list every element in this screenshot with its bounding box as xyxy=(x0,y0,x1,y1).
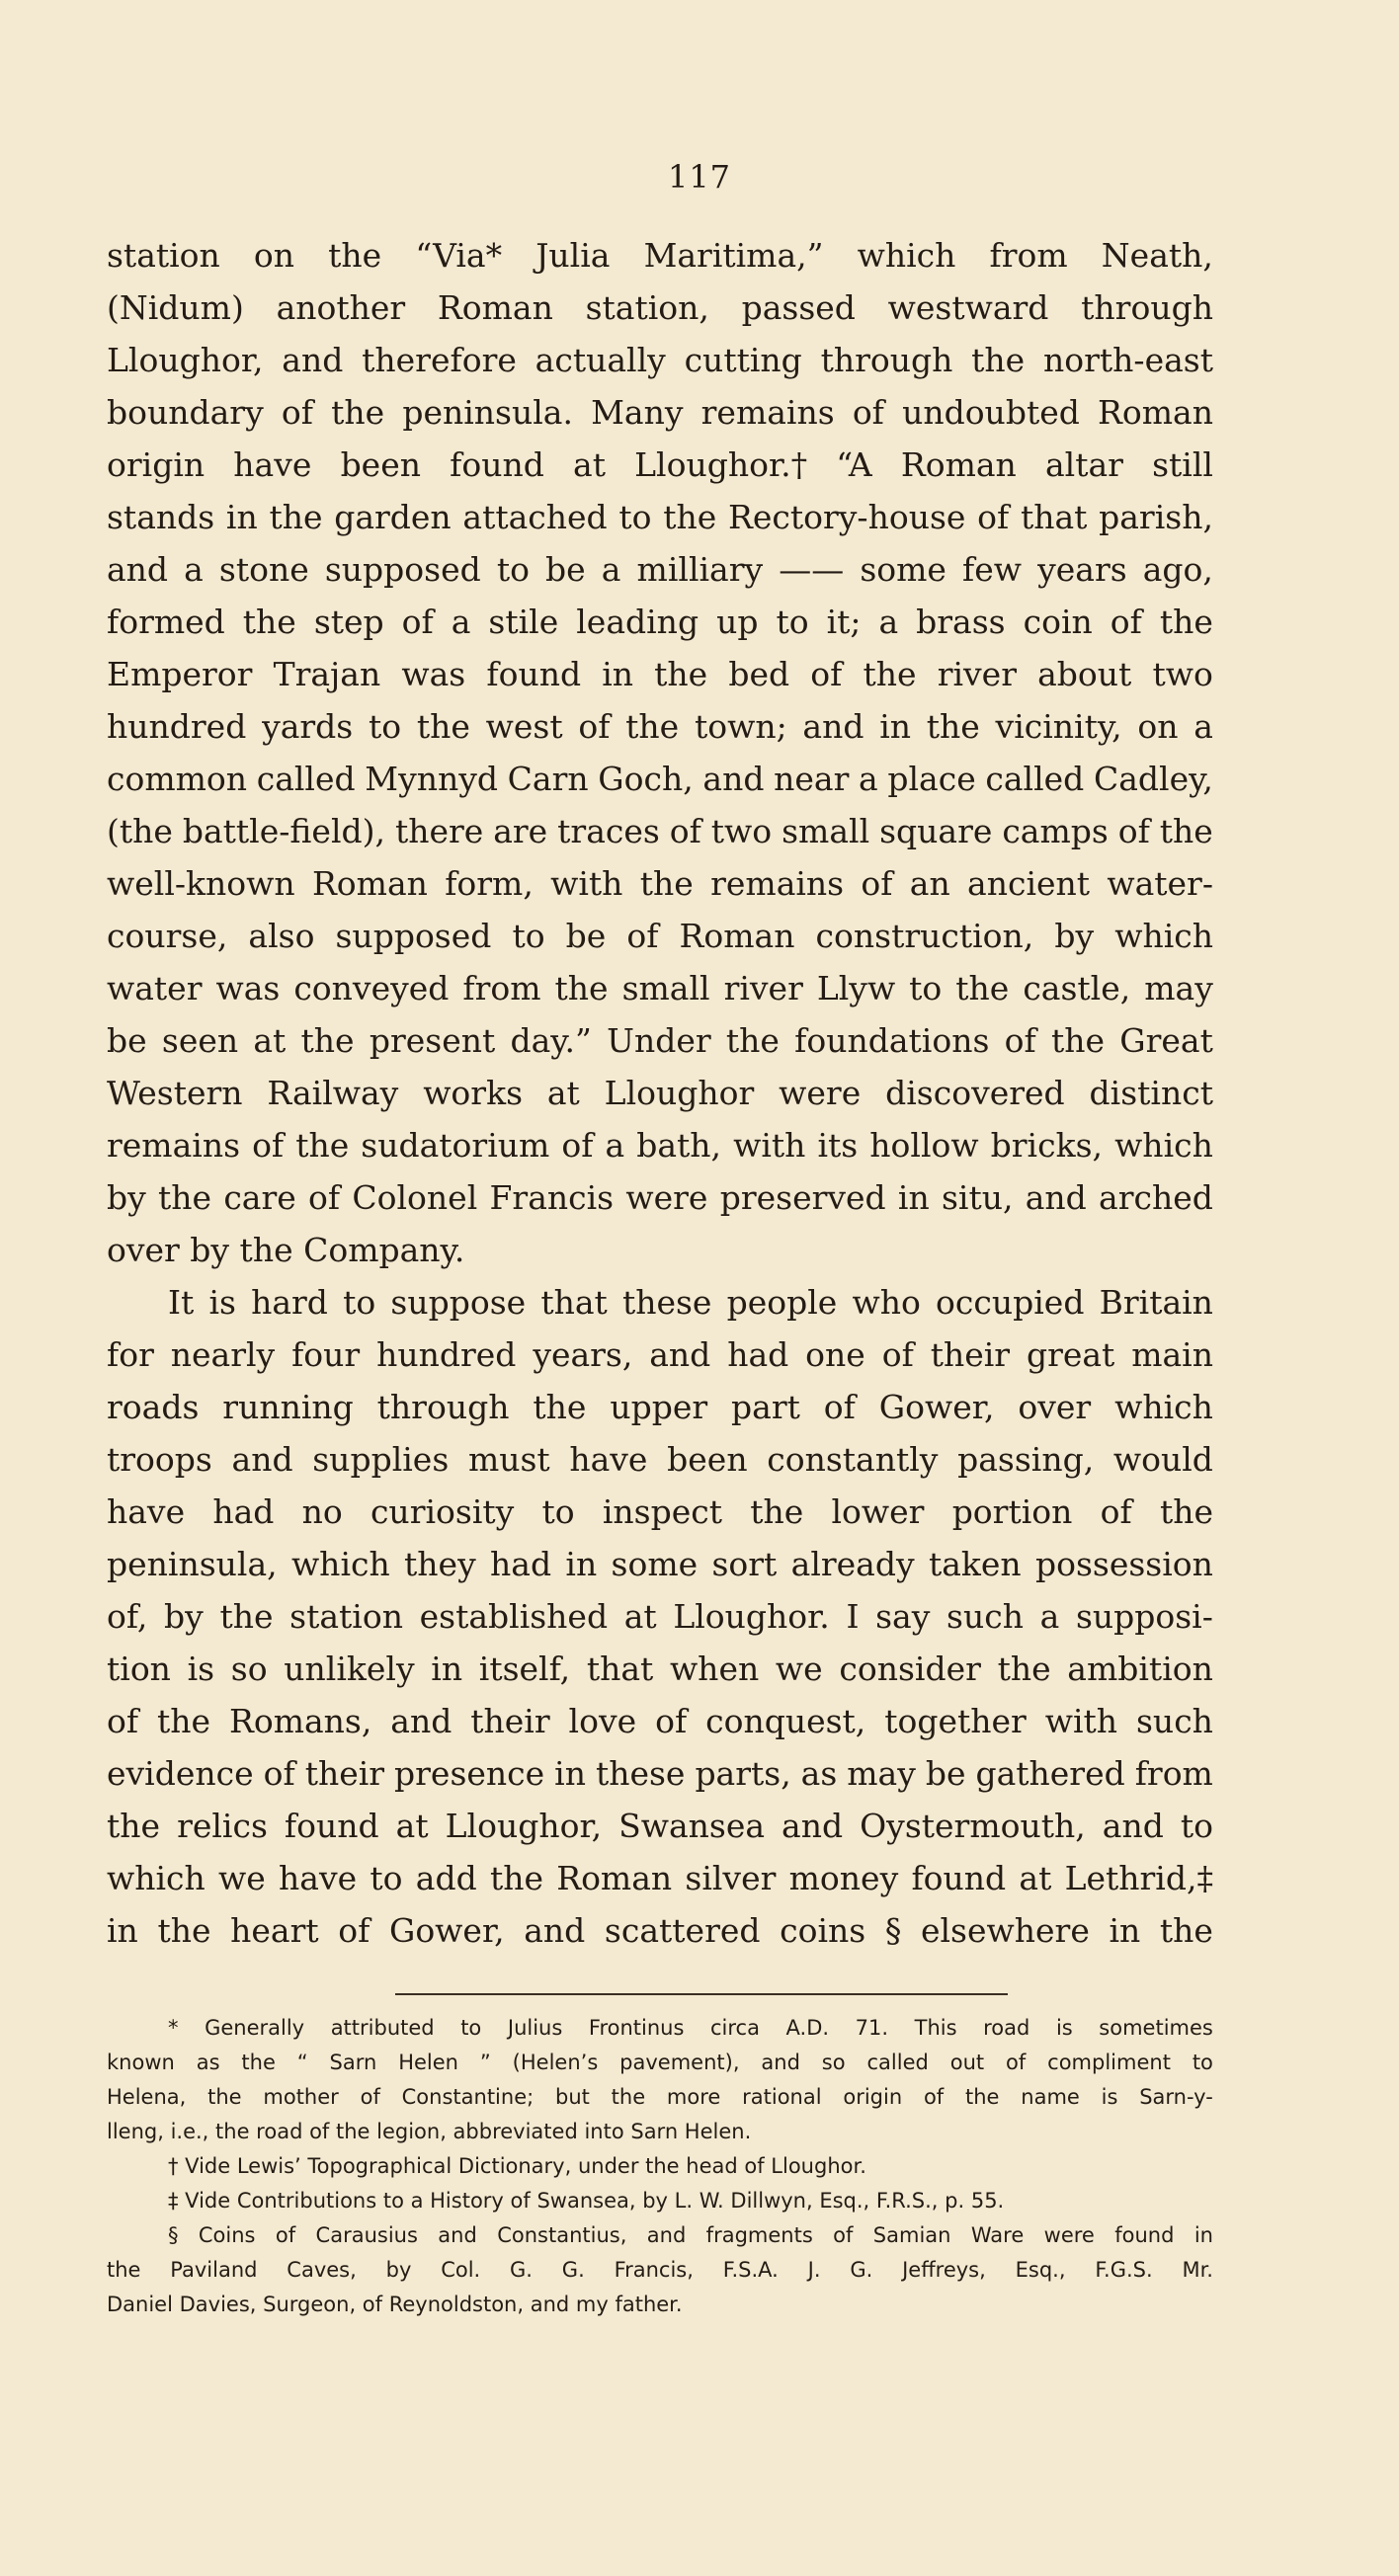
footnote-line: ‡ Vide Contributions to a History of Swansea, by L. W. Dillwyn, Esq., F.R.S., p. 55. xyxy=(168,2189,1005,2213)
text-line: remains of the sudatorium of a bath, with its hollow bricks, which xyxy=(107,1126,1213,1165)
text-line: station on the “Via* Julia Maritima,” which from Neath, xyxy=(107,236,1213,275)
text-line: for nearly four hundred years, and had one of their great main xyxy=(107,1335,1213,1374)
footnote-line: * Generally attributed to Julius Frontinus circa A.D. 71. This road is sometimes xyxy=(168,2016,1213,2040)
footnote-line: known as the “ Sarn Helen ” (Helen’s pavement), and so called out of compliment to xyxy=(107,2051,1213,2074)
text-line: by the care of Colonel Francis were preserved in situ, and arched xyxy=(107,1178,1213,1217)
text-line: Emperor Trajan was found in the bed of the river about two xyxy=(107,655,1213,693)
text-line: boundary of the peninsula. Many remains of undoubted Roman xyxy=(107,393,1213,432)
text-line: water was conveyed from the small river Llyw to the castle, may xyxy=(107,969,1213,1007)
text-line: origin have been found at Lloughor.† “A Roman altar still xyxy=(107,445,1213,484)
footnote-line: § Coins of Carausius and Constantius, and fragments of Samian Ware were found in xyxy=(168,2223,1213,2247)
text-line: of the Romans, and their love of conquest, together with such xyxy=(107,1702,1213,1740)
text-line: in the heart of Gower, and scattered coins § elsewhere in the xyxy=(107,1911,1213,1950)
text-line: tion is so unlikely in itself, that when we consider the ambition xyxy=(107,1650,1213,1688)
text-line: well-known Roman form, with the remains of an ancient water- xyxy=(107,864,1213,903)
footnote-line: lleng, i.e., the road of the legion, abbreviated into Sarn Helen. xyxy=(107,2120,752,2143)
text-line: formed the step of a stile leading up to it; a brass coin of the xyxy=(107,603,1213,641)
text-line: Western Railway works at Lloughor were discovered distinct xyxy=(107,1074,1213,1112)
text-line: of, by the station established at Lloughor. I say such a supposi- xyxy=(107,1597,1213,1636)
text-line: It is hard to suppose that these people who occupied Britain xyxy=(168,1283,1213,1322)
text-line: over by the Company. xyxy=(107,1231,465,1269)
text-line: roads running through the upper part of Gower, over which xyxy=(107,1388,1213,1426)
text-line: (the battle-field), there are traces of two small square camps of the xyxy=(107,812,1213,850)
text-line: which we have to add the Roman silver money found at Lethrid,‡ xyxy=(107,1859,1213,1897)
text-line: common called Mynnyd Carn Goch, and near a place called Cadley, xyxy=(107,760,1213,798)
page-number: 117 xyxy=(667,158,732,196)
text-line: course, also supposed to be of Roman construction, by which xyxy=(107,917,1213,955)
text-line: and a stone supposed to be a milliary —— some few years ago, xyxy=(107,550,1213,589)
text-line: (Nidum) another Roman station, passed westward through xyxy=(107,288,1213,327)
text-line: have had no curiosity to inspect the lower portion of the xyxy=(107,1492,1213,1531)
text-line: be seen at the present day.” Under the foundations of the Great xyxy=(107,1021,1213,1060)
text-line: peninsula, which they had in some sort already taken possession xyxy=(107,1545,1213,1583)
footnote-line: † Vide Lewis’ Topographical Dictionary, under the head of Lloughor. xyxy=(168,2154,866,2178)
footnote-line: Daniel Davies, Surgeon, of Reynoldston, and my father. xyxy=(107,2293,683,2316)
footnote-line: the Paviland Caves, by Col. G. G. Francis, F.S.A. J. G. Jeffreys, Esq., F.G.S. Mr. xyxy=(107,2258,1213,2282)
text-line: evidence of their presence in these parts, as may be gathered from xyxy=(107,1754,1213,1793)
text-line: hundred yards to the west of the town; and in the vicinity, on a xyxy=(107,707,1213,746)
footnote-line: Helena, the mother of Constantine; but the more rational origin of the name is Sarn-y- xyxy=(107,2085,1213,2109)
text-line: troops and supplies must have been constantly passing, would xyxy=(107,1440,1213,1479)
footnote-divider xyxy=(395,1993,1008,1995)
footnotes xyxy=(107,2011,1213,2322)
body-text xyxy=(107,229,1213,1957)
text-line: stands in the garden attached to the Rectory-house of that parish, xyxy=(107,498,1213,536)
text-line: the relics found at Lloughor, Swansea and Oystermouth, and to xyxy=(107,1807,1213,1845)
text-line: Lloughor, and therefore actually cutting through the north-east xyxy=(107,341,1213,379)
